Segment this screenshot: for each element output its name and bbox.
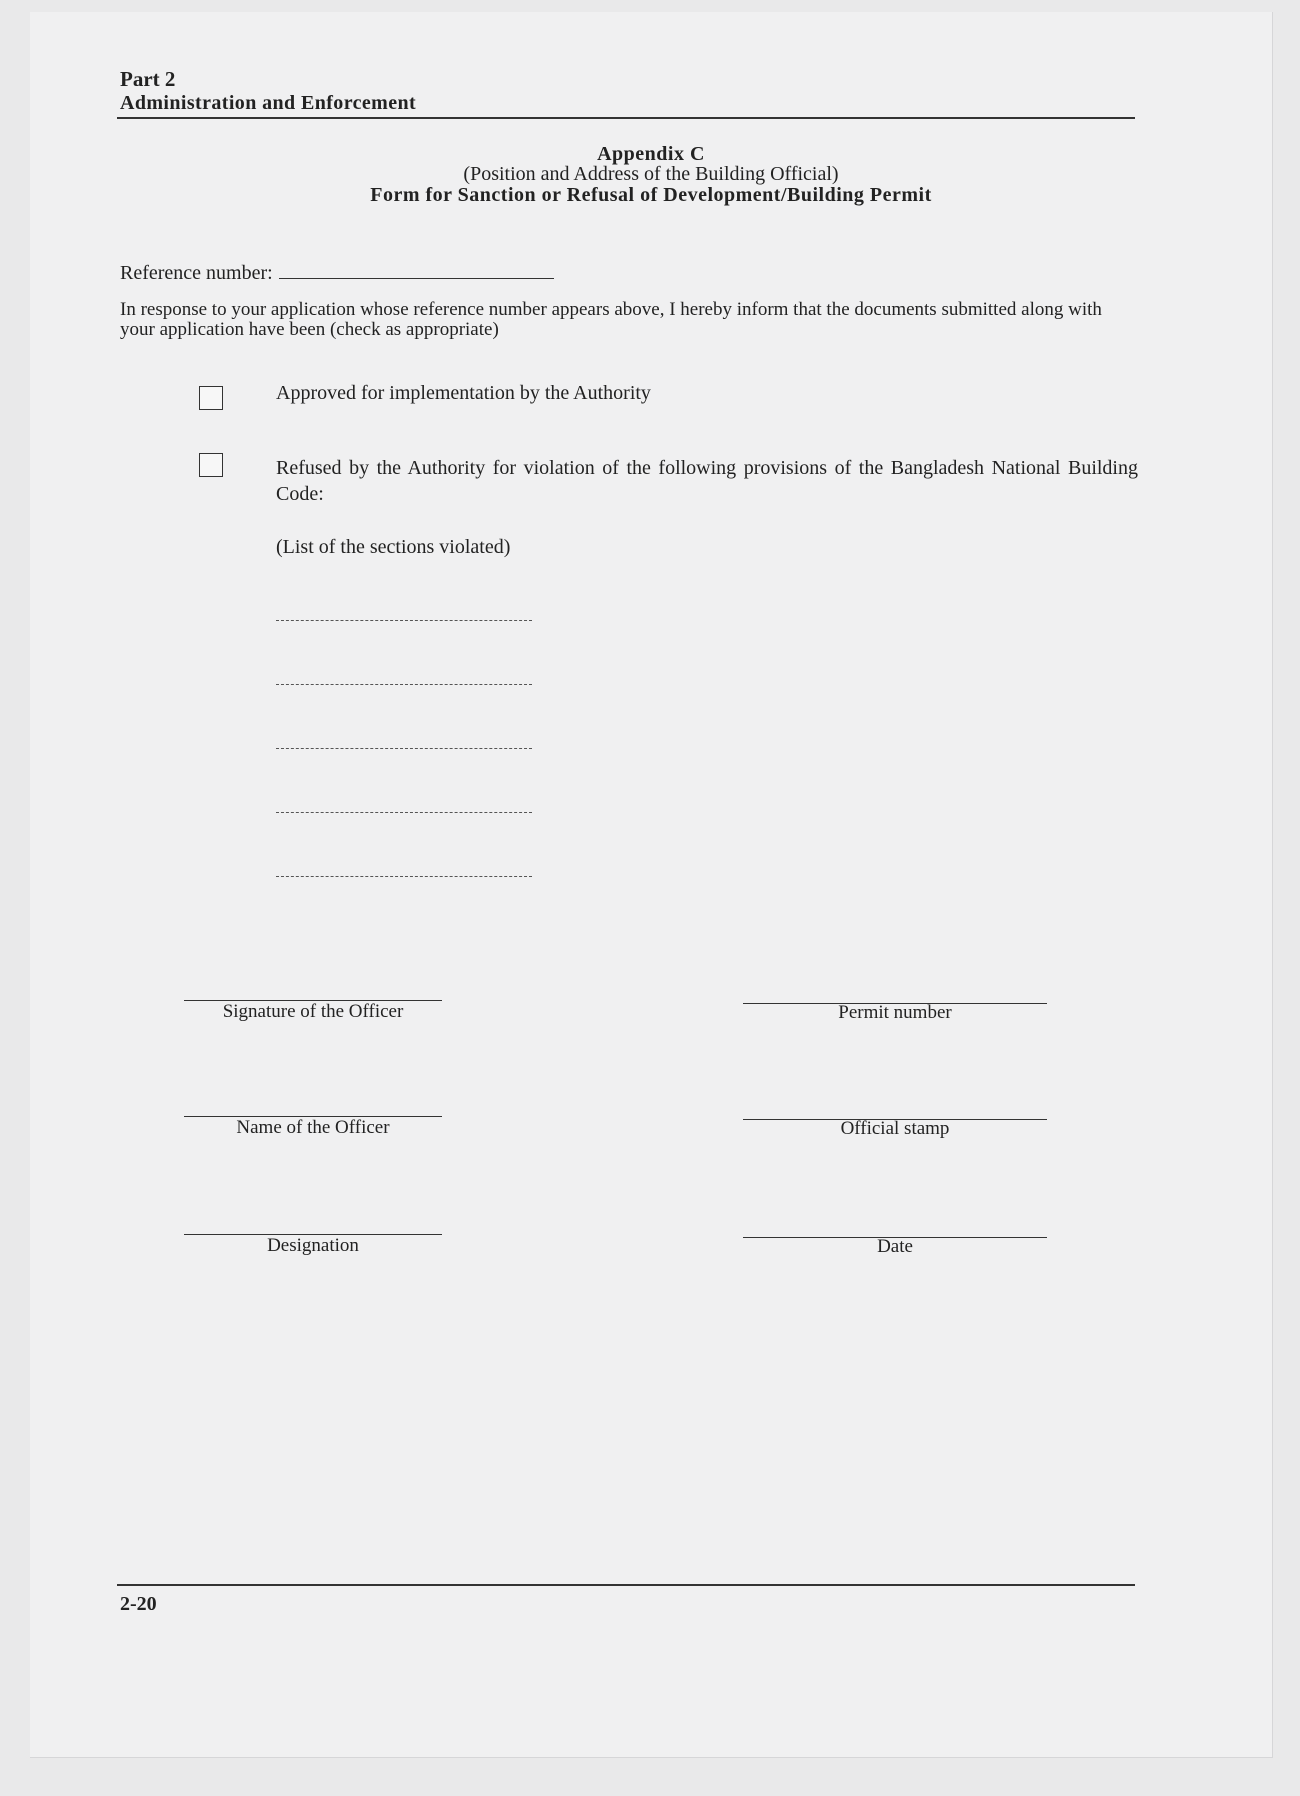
approved-option-label: Approved for implementation by the Authority xyxy=(276,382,651,404)
violation-entry-line[interactable] xyxy=(276,876,532,877)
document-page xyxy=(30,12,1273,1758)
date-label: Date xyxy=(877,1236,913,1257)
form-title: Form for Sanction or Refusal of Development/Building Permit xyxy=(370,184,932,206)
refused-checkbox[interactable] xyxy=(199,453,223,477)
intro-paragraph: In response to your application whose reference number appears above, I hereby inform that the documents submitted along with your application have been (check as appropriate) xyxy=(120,299,1102,340)
designation-label: Designation xyxy=(267,1235,359,1256)
permit-number-label: Permit number xyxy=(838,1002,952,1023)
violations-list-label: (List of the sections violated) xyxy=(276,536,511,558)
officer-name-label: Name of the Officer xyxy=(236,1117,390,1138)
violation-entry-line[interactable] xyxy=(276,812,532,813)
violation-entry-line[interactable] xyxy=(276,748,532,749)
reference-number-field[interactable] xyxy=(279,264,554,279)
violation-entry-line[interactable] xyxy=(276,620,532,621)
reference-label: Reference number: xyxy=(120,262,273,284)
officer-signature-label: Signature of the Officer xyxy=(222,1001,404,1022)
page-number: 2-20 xyxy=(120,1593,157,1615)
section-heading: Administration and Enforcement xyxy=(120,92,417,114)
header-rule xyxy=(117,117,1135,119)
appendix-title: Appendix C xyxy=(597,143,705,165)
footer-rule xyxy=(117,1584,1135,1586)
violation-entry-line[interactable] xyxy=(276,684,532,685)
official-stamp-label: Official stamp xyxy=(840,1118,950,1139)
part-heading: Part 2 xyxy=(120,67,176,91)
reference-row xyxy=(120,262,554,285)
refused-option-label: Refused by the Authority for violation of the following provisions of the Bangladesh National Building Code: xyxy=(276,457,1138,505)
approved-checkbox[interactable] xyxy=(199,386,223,410)
official-position-line: (Position and Address of the Building Official) xyxy=(463,163,839,185)
